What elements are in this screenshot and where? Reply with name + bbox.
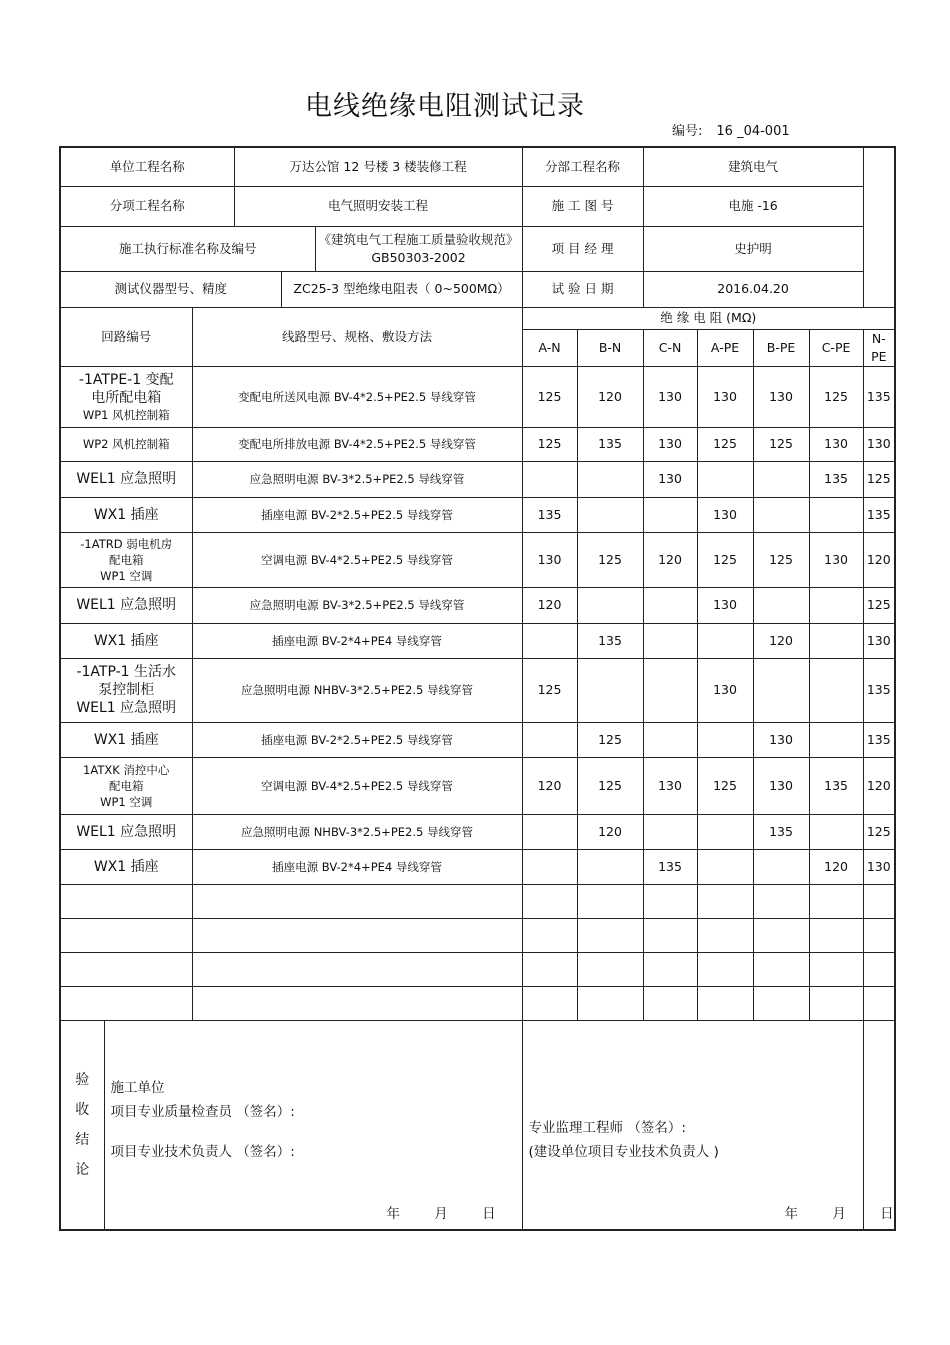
- resistance-value-a-pe: 130: [697, 587, 753, 623]
- resistance-value-n-pe: 135: [863, 366, 895, 427]
- empty-cell: [60, 986, 192, 1020]
- phase-header-b-pe: B-PE: [753, 329, 809, 366]
- header-row-unit-project: [60, 147, 895, 186]
- resistance-value-b-n: [577, 849, 643, 884]
- resistance-value-n-pe: 120: [863, 757, 895, 814]
- empty-cell: [60, 952, 192, 986]
- resistance-value-b-pe: 125: [753, 427, 809, 461]
- unit-project-value: 万达公馆 12 号楼 3 楼装修工程: [234, 147, 522, 186]
- empty-cell: [809, 884, 863, 918]
- empty-cell: [643, 986, 697, 1020]
- empty-cell: [697, 918, 753, 952]
- resistance-value-b-n: 120: [577, 366, 643, 427]
- standard-value: 《建筑电气工程施工质量验收规范》 GB50303-2002: [315, 226, 522, 271]
- resistance-value-c-pe: [809, 587, 863, 623]
- circuit-line: WP1 风机控制箱: [82, 407, 170, 422]
- circuit-cell: [60, 849, 192, 884]
- resistance-value-n-pe: 130: [863, 623, 895, 658]
- drawing-label: 施 工 图 号: [522, 186, 643, 226]
- empty-cell: [809, 918, 863, 952]
- document-number: [672, 120, 804, 139]
- circuit-line: WX1 插座: [93, 506, 159, 523]
- test-record-table: [59, 146, 896, 1231]
- resistance-value-a-n: 120: [522, 587, 577, 623]
- empty-cell: [643, 918, 697, 952]
- empty-cell: [192, 952, 522, 986]
- resistance-value-a-pe: 130: [697, 366, 753, 427]
- table-row: [60, 427, 895, 461]
- resistance-value-a-n: 125: [522, 658, 577, 722]
- empty-cell: [697, 952, 753, 986]
- resistance-value-n-pe: 125: [863, 814, 895, 849]
- contractor-signature-cell: [104, 1020, 522, 1230]
- resistance-value-b-n: [577, 461, 643, 497]
- empty-cell: [60, 918, 192, 952]
- resistance-value-b-n: [577, 658, 643, 722]
- manager-value: 史护明: [643, 226, 863, 271]
- conclusion-char-2: 收: [75, 1101, 90, 1118]
- table-row: [60, 532, 895, 587]
- sub-project-label: 分部工程名称: [522, 147, 643, 186]
- circuit-cell: [60, 757, 192, 814]
- resistance-value-c-n: [643, 814, 697, 849]
- resistance-value-c-n: [643, 497, 697, 532]
- line-spec-cell: 变配电所送风电源 BV-4*2.5+PE2.5 导线穿管: [192, 366, 522, 427]
- circuit-line: WX1 插座: [93, 731, 159, 748]
- resistance-value-b-n: 135: [577, 623, 643, 658]
- manager-label: 项 目 经 理: [522, 226, 643, 271]
- circuit-cell: [60, 461, 192, 497]
- quality-inspector-signature: 项目专业质量检查员 （签名）:: [110, 1103, 295, 1120]
- contractor-date: 年 月 日: [386, 1206, 496, 1222]
- resistance-value-a-pe: [697, 722, 753, 757]
- line-spec-cell: 空调电源 BV-4*2.5+PE2.5 导线穿管: [192, 532, 522, 587]
- resistance-value-b-pe: [753, 849, 809, 884]
- circuit-line: WP1 空调: [100, 794, 153, 809]
- empty-cell: [697, 884, 753, 918]
- empty-cell: [643, 952, 697, 986]
- table-row: [60, 587, 895, 623]
- empty-table-row: [60, 884, 895, 918]
- empty-cell: [577, 952, 643, 986]
- circuit-cell: [60, 532, 192, 587]
- resistance-value-b-pe: 130: [753, 366, 809, 427]
- empty-cell: [863, 884, 895, 918]
- document-number-value: 16 _04-001: [716, 124, 790, 139]
- resistance-value-c-pe: 125: [809, 366, 863, 427]
- line-spec-cell: 插座电源 BV-2*4+PE4 导线穿管: [192, 623, 522, 658]
- test-date-label: 试 验 日 期: [522, 271, 643, 307]
- empty-cell: [577, 918, 643, 952]
- line-spec-cell: 插座电源 BV-2*2.5+PE2.5 导线穿管: [192, 497, 522, 532]
- empty-cell: [522, 884, 577, 918]
- circuit-cell: [60, 623, 192, 658]
- construction-unit-label: 施工单位: [110, 1079, 165, 1096]
- resistance-value-a-n: [522, 722, 577, 757]
- resistance-value-b-pe: [753, 587, 809, 623]
- conclusion-char-4: 论: [75, 1161, 90, 1178]
- resistance-column-header: 绝 缘 电 阻 (MΩ): [522, 307, 895, 329]
- circuit-cell: [60, 497, 192, 532]
- resistance-value-c-n: 130: [643, 757, 697, 814]
- circuit-cell: [60, 814, 192, 849]
- resistance-value-c-n: [643, 658, 697, 722]
- empty-cell: [863, 918, 895, 952]
- conclusion-char-3: 结: [75, 1131, 90, 1148]
- line-spec-cell: 变配电所排放电源 BV-4*2.5+PE2.5 导线穿管: [192, 427, 522, 461]
- empty-cell: [753, 884, 809, 918]
- resistance-value-b-pe: 130: [753, 722, 809, 757]
- tech-lead-signature: 项目专业技术负责人 （签名）:: [110, 1143, 295, 1160]
- empty-cell: [522, 952, 577, 986]
- line-spec-cell: 空调电源 BV-4*2.5+PE2.5 导线穿管: [192, 757, 522, 814]
- item-project-value: 电气照明安装工程: [234, 186, 522, 226]
- empty-table-row: [60, 986, 895, 1020]
- table-row: [60, 722, 895, 757]
- circuit-cell: [60, 366, 192, 427]
- instrument-label: 测试仪器型号、精度: [60, 271, 281, 307]
- circuit-line: 泵控制柜: [98, 682, 155, 698]
- resistance-value-b-pe: 130: [753, 757, 809, 814]
- circuit-line: -1ATPE-1 变配: [78, 371, 174, 388]
- resistance-value-c-pe: 130: [809, 532, 863, 587]
- phase-header-b-n: B-N: [577, 329, 643, 366]
- resistance-value-a-pe: [697, 849, 753, 884]
- resistance-value-c-n: 130: [643, 461, 697, 497]
- table-row: [60, 623, 895, 658]
- resistance-value-n-pe: 130: [863, 427, 895, 461]
- resistance-value-n-pe: 130: [863, 849, 895, 884]
- page-title: 电线绝缘电阻测试记录: [305, 91, 585, 122]
- circuit-cell: [60, 427, 192, 461]
- circuit-cell: [60, 658, 192, 722]
- table-row: [60, 366, 895, 427]
- line-column-header: 线路型号、规格、敷设方法: [192, 307, 522, 366]
- drawing-value: 电施 -16: [643, 186, 863, 226]
- table-row: [60, 461, 895, 497]
- empty-cell: [192, 884, 522, 918]
- resistance-value-c-pe: [809, 722, 863, 757]
- resistance-value-b-pe: [753, 461, 809, 497]
- line-spec-cell: 应急照明电源 NHBV-3*2.5+PE2.5 导线穿管: [192, 658, 522, 722]
- resistance-value-a-n: [522, 814, 577, 849]
- header-row-item-project: [60, 186, 895, 226]
- circuit-line: -1ATRD 弱电机房: [80, 536, 173, 551]
- circuit-line: WP2 风机控制箱: [82, 437, 170, 451]
- circuit-column-header: 回路编号: [60, 307, 192, 366]
- sub-project-value: 建筑电气: [643, 147, 863, 186]
- conclusion-row: [60, 1020, 895, 1230]
- resistance-value-c-pe: 135: [809, 757, 863, 814]
- resistance-value-b-pe: 120: [753, 623, 809, 658]
- circuit-cell: [60, 722, 192, 757]
- empty-cell: [522, 918, 577, 952]
- owner-tech-signature: (建设单位项目专业技术负责人 ): [528, 1143, 719, 1160]
- resistance-value-a-pe: [697, 461, 753, 497]
- resistance-value-a-pe: 130: [697, 658, 753, 722]
- resistance-value-n-pe: 120: [863, 532, 895, 587]
- resistance-value-n-pe: 135: [863, 497, 895, 532]
- resistance-value-c-n: 120: [643, 532, 697, 587]
- resistance-value-c-n: 130: [643, 427, 697, 461]
- circuit-line: -1ATP-1 生活水: [76, 664, 177, 680]
- empty-cell: [192, 986, 522, 1020]
- circuit-line: WEL1 应急照明: [76, 823, 177, 840]
- resistance-value-a-pe: 125: [697, 532, 753, 587]
- resistance-value-b-n: [577, 497, 643, 532]
- line-spec-cell: 插座电源 BV-2*2.5+PE2.5 导线穿管: [192, 722, 522, 757]
- resistance-value-n-pe: 135: [863, 658, 895, 722]
- resistance-value-b-n: 120: [577, 814, 643, 849]
- resistance-value-a-pe: 125: [697, 757, 753, 814]
- resistance-value-a-n: [522, 461, 577, 497]
- measurement-rows: [60, 366, 895, 884]
- circuit-line: 电所配电箱: [91, 389, 162, 406]
- table-row: [60, 814, 895, 849]
- resistance-value-a-n: 125: [522, 366, 577, 427]
- resistance-value-c-n: [643, 623, 697, 658]
- empty-cell: [753, 918, 809, 952]
- resistance-value-a-n: 120: [522, 757, 577, 814]
- empty-cell: [697, 986, 753, 1020]
- empty-cell: [809, 986, 863, 1020]
- resistance-value-a-n: 130: [522, 532, 577, 587]
- circuit-line: WX1 插座: [93, 858, 159, 875]
- empty-cell: [60, 884, 192, 918]
- resistance-value-n-pe: 125: [863, 587, 895, 623]
- empty-cell: [863, 952, 895, 986]
- column-header-row-1: [60, 307, 895, 329]
- resistance-value-c-pe: 130: [809, 427, 863, 461]
- resistance-value-n-pe: 135: [863, 722, 895, 757]
- resistance-value-c-pe: [809, 658, 863, 722]
- resistance-value-a-pe: 125: [697, 427, 753, 461]
- resistance-value-a-n: [522, 849, 577, 884]
- table-row: [60, 658, 895, 722]
- resistance-value-a-pe: [697, 623, 753, 658]
- empty-cell: [577, 986, 643, 1020]
- header-row-standard: [60, 226, 895, 271]
- empty-cell: [753, 986, 809, 1020]
- resistance-value-c-n: 130: [643, 366, 697, 427]
- resistance-value-c-pe: [809, 497, 863, 532]
- supervisor-date: 年 月 日: [784, 1206, 894, 1222]
- resistance-value-b-pe: [753, 658, 809, 722]
- line-spec-cell: 应急照明电源 BV-3*2.5+PE2.5 导线穿管: [192, 587, 522, 623]
- test-date-value: 2016.04.20: [643, 271, 863, 307]
- resistance-value-c-pe: [809, 623, 863, 658]
- resistance-value-n-pe: 125: [863, 461, 895, 497]
- resistance-value-c-pe: 120: [809, 849, 863, 884]
- resistance-value-c-pe: [809, 814, 863, 849]
- empty-cell: [192, 918, 522, 952]
- phase-header-c-pe: C-PE: [809, 329, 863, 366]
- empty-cell: [577, 884, 643, 918]
- resistance-value-a-n: 125: [522, 427, 577, 461]
- circuit-line: WEL1 应急照明: [76, 471, 177, 487]
- circuit-cell: [60, 587, 192, 623]
- header-row-instrument: [60, 271, 895, 307]
- resistance-value-b-pe: 135: [753, 814, 809, 849]
- phase-header-a-pe: A-PE: [697, 329, 753, 366]
- phase-header-a-n: A-N: [522, 329, 577, 366]
- empty-cell: [643, 884, 697, 918]
- resistance-value-a-pe: 130: [697, 497, 753, 532]
- resistance-value-a-pe: [697, 814, 753, 849]
- supervisor-signature: 专业监理工程师 （签名）:: [528, 1119, 686, 1136]
- conclusion-label: [60, 1020, 104, 1230]
- circuit-line: WEL1 应急照明: [76, 597, 177, 613]
- circuit-line: 配电箱: [109, 778, 144, 793]
- resistance-value-c-n: [643, 587, 697, 623]
- unit-project-label: 单位工程名称: [60, 147, 234, 186]
- circuit-line: 配电箱: [109, 552, 144, 567]
- resistance-value-b-n: 125: [577, 757, 643, 814]
- circuit-line: WEL1 应急照明: [76, 700, 177, 716]
- line-spec-cell: 应急照明电源 BV-3*2.5+PE2.5 导线穿管: [192, 461, 522, 497]
- empty-cell: [809, 952, 863, 986]
- table-row: [60, 497, 895, 532]
- resistance-value-b-n: [577, 587, 643, 623]
- empty-rows: [60, 884, 895, 1020]
- line-spec-cell: 插座电源 BV-2*4+PE4 导线穿管: [192, 849, 522, 884]
- empty-cell: [522, 986, 577, 1020]
- supervisor-signature-cell: [522, 1020, 894, 1230]
- empty-cell: [753, 952, 809, 986]
- resistance-value-b-n: 135: [577, 427, 643, 461]
- circuit-line: 1ATXK 消控中心: [83, 762, 170, 777]
- standard-label: 施工执行标准名称及编号: [60, 226, 315, 271]
- conclusion-char-1: 验: [75, 1071, 90, 1088]
- empty-cell: [863, 986, 895, 1020]
- circuit-line: WX1 插座: [93, 632, 159, 649]
- circuit-line: WP1 空调: [100, 568, 153, 583]
- resistance-value-b-pe: [753, 497, 809, 532]
- empty-table-row: [60, 952, 895, 986]
- resistance-value-c-n: 135: [643, 849, 697, 884]
- resistance-value-b-pe: 125: [753, 532, 809, 587]
- item-project-label: 分项工程名称: [60, 186, 234, 226]
- resistance-value-b-n: 125: [577, 532, 643, 587]
- phase-header-n-pe: N-PE: [863, 329, 895, 366]
- resistance-value-a-n: [522, 623, 577, 658]
- resistance-value-b-n: 125: [577, 722, 643, 757]
- resistance-value-a-n: 135: [522, 497, 577, 532]
- resistance-value-c-pe: 135: [809, 461, 863, 497]
- table-row: [60, 757, 895, 814]
- empty-table-row: [60, 918, 895, 952]
- resistance-value-c-n: [643, 722, 697, 757]
- line-spec-cell: 应急照明电源 NHBV-3*2.5+PE2.5 导线穿管: [192, 814, 522, 849]
- table-row: [60, 849, 895, 884]
- phase-header-c-n: C-N: [643, 329, 697, 366]
- instrument-value: ZC25-3 型绝缘电阻表（ 0~500MΩ）: [281, 271, 522, 307]
- document-number-label: 编号:: [672, 124, 703, 139]
